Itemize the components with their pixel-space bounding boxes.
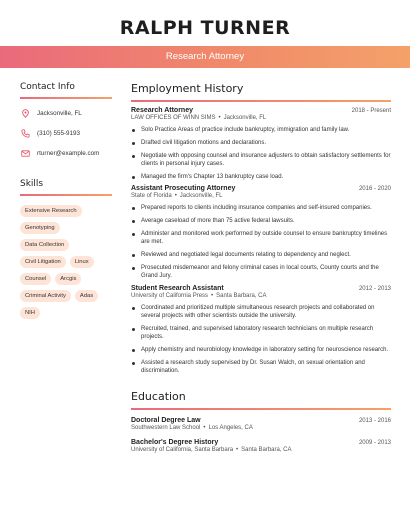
job-bullets bbox=[131, 204, 391, 280]
skill-chip: Counsel bbox=[20, 273, 51, 285]
separator-dot: • bbox=[203, 424, 206, 431]
phone-icon bbox=[20, 128, 30, 138]
contact-rule bbox=[20, 97, 112, 99]
employment-heading: Employment History bbox=[131, 82, 244, 95]
bullet-item: Coordinated and prioritized multiple simultaneous research projects and collaborated on several projects with other scientists outside the university. bbox=[131, 304, 391, 321]
job-entry bbox=[131, 185, 391, 280]
education-subtitle bbox=[131, 425, 391, 431]
separator-dot: • bbox=[236, 446, 239, 453]
bullet-item: Assisted a research study supervised by Dr. Susan Walch, on sexual orientation and discrimination. bbox=[131, 359, 391, 376]
skill-chip: Linux bbox=[70, 256, 94, 268]
job-header bbox=[131, 185, 391, 192]
job-title: Assistant Prosecuting Attorney bbox=[131, 185, 236, 193]
education-heading: Education bbox=[131, 389, 186, 403]
separator-dot: • bbox=[211, 293, 214, 300]
bullet-item: Negotiate with opposing counsel and insurance adjusters to obtain satisfactory settlements for clients in personal injury cases. bbox=[131, 152, 391, 169]
contact-phone bbox=[20, 127, 112, 139]
education-header bbox=[131, 439, 391, 446]
education-entry bbox=[131, 417, 391, 431]
education-subtitle bbox=[131, 447, 391, 453]
job-header bbox=[131, 107, 391, 114]
degree-title: Bachelor's Degree History bbox=[131, 438, 219, 446]
job-dates: 2012 - 2013 bbox=[358, 286, 391, 293]
bullet-item: Prepared reports to clients including insurance companies and self-insured companies. bbox=[131, 204, 391, 212]
contact-email-text[interactable]: rturner@example.com bbox=[37, 149, 100, 157]
education-dates: 2013 - 2016 bbox=[358, 417, 391, 424]
bullet-item: Recruited, trained, and supervised laboratory research technicians on multiple research projects. bbox=[131, 325, 391, 342]
job-subtitle bbox=[131, 115, 391, 121]
sidebar bbox=[20, 82, 112, 324]
job-title: Research Attorney bbox=[131, 107, 193, 114]
skill-chip: Criminal Activity bbox=[20, 290, 71, 302]
bullet-item: Managed the firm's Chapter 13 bankruptcy case load. bbox=[131, 173, 391, 181]
job-subtitle bbox=[131, 193, 391, 199]
bullet-item: Drafted civil litigation motions and declarations. bbox=[131, 139, 391, 147]
separator-dot: • bbox=[174, 193, 177, 200]
contact-location-text: Jacksonville, FL bbox=[37, 109, 82, 117]
mail-icon bbox=[20, 148, 30, 158]
bullet-item: Administer and monitored work performed by outside counsel to ensure bankruptcy timelines are met. bbox=[131, 230, 391, 247]
job-entry bbox=[131, 107, 391, 181]
job-subtitle bbox=[131, 293, 391, 299]
bullet-item: Solo Practice Areas of practice include bankruptcy, immigration and family law. bbox=[131, 126, 391, 134]
skill-chip: Civil Litigation bbox=[20, 256, 66, 268]
education-dates: 2009 - 2013 bbox=[358, 439, 391, 446]
job-org: State of Florida bbox=[131, 193, 172, 200]
skills-heading: Skills bbox=[20, 179, 44, 189]
bullet-item: Average caseload of more than 75 active federal lawsuits. bbox=[131, 217, 391, 225]
job-entry bbox=[131, 285, 391, 376]
contact-heading: Contact Info bbox=[20, 82, 75, 92]
job-location: Santa Barbara, CA bbox=[216, 293, 267, 300]
contact-email bbox=[20, 147, 112, 159]
bullet-item: Prosecuted misdemeanor and felony criminal cases in local courts, County courts and the Grand Jury. bbox=[131, 264, 391, 281]
job-title: Student Research Assistant bbox=[131, 285, 224, 293]
education-list bbox=[131, 417, 391, 453]
job-bullets bbox=[131, 304, 391, 376]
job-header bbox=[131, 285, 391, 292]
job-org: LAW OFFICES OF WINN SIMS bbox=[131, 115, 216, 121]
job-dates: 2016 - 2020 bbox=[358, 186, 391, 193]
job-title-banner: Research Attorney bbox=[0, 46, 410, 68]
job-org: University of California Press bbox=[131, 293, 209, 300]
skill-chip: Adas bbox=[75, 290, 98, 302]
skill-chip: NIH bbox=[20, 307, 40, 319]
school-location: Los Angeles, CA bbox=[208, 424, 253, 431]
contact-location bbox=[20, 107, 112, 119]
bullet-item: Apply chemistry and neurobiology knowledge in laboratory setting for neuroscience research. bbox=[131, 346, 391, 354]
employment-list bbox=[131, 107, 391, 376]
degree-title: Doctoral Degree Law bbox=[131, 416, 201, 424]
contact-phone-text: (310) 555-9193 bbox=[37, 129, 81, 137]
school-location: Santa Barbara, CA bbox=[241, 446, 292, 453]
job-bullets bbox=[131, 126, 391, 181]
main-content bbox=[131, 82, 391, 453]
school-name: Southwestern Law School bbox=[131, 424, 201, 431]
skills-rule bbox=[20, 194, 112, 196]
skill-chip: Arcgis bbox=[55, 273, 81, 285]
skill-chip: Genotyping bbox=[20, 222, 60, 234]
separator-dot: • bbox=[218, 115, 221, 121]
skill-chip: Data Collection bbox=[20, 239, 69, 251]
education-entry bbox=[131, 439, 391, 453]
skill-chip: Extensive Research bbox=[20, 205, 82, 217]
school-name: University of California, Santa Barbara bbox=[131, 446, 234, 453]
job-dates: 2018 - Present bbox=[351, 108, 391, 114]
skills-list bbox=[20, 205, 112, 324]
employment-rule bbox=[131, 100, 391, 102]
contact-list bbox=[20, 107, 112, 159]
education-rule bbox=[131, 408, 391, 410]
bullet-item: Reviewed and negotiated legal documents relating to dependency and neglect. bbox=[131, 251, 391, 259]
job-location: Jacksonville, FL bbox=[179, 193, 223, 200]
map-pin-icon bbox=[20, 108, 30, 118]
education-header bbox=[131, 417, 391, 424]
job-location: Jacksonville, FL bbox=[223, 115, 267, 121]
candidate-name: RALPH TURNER bbox=[119, 17, 291, 39]
